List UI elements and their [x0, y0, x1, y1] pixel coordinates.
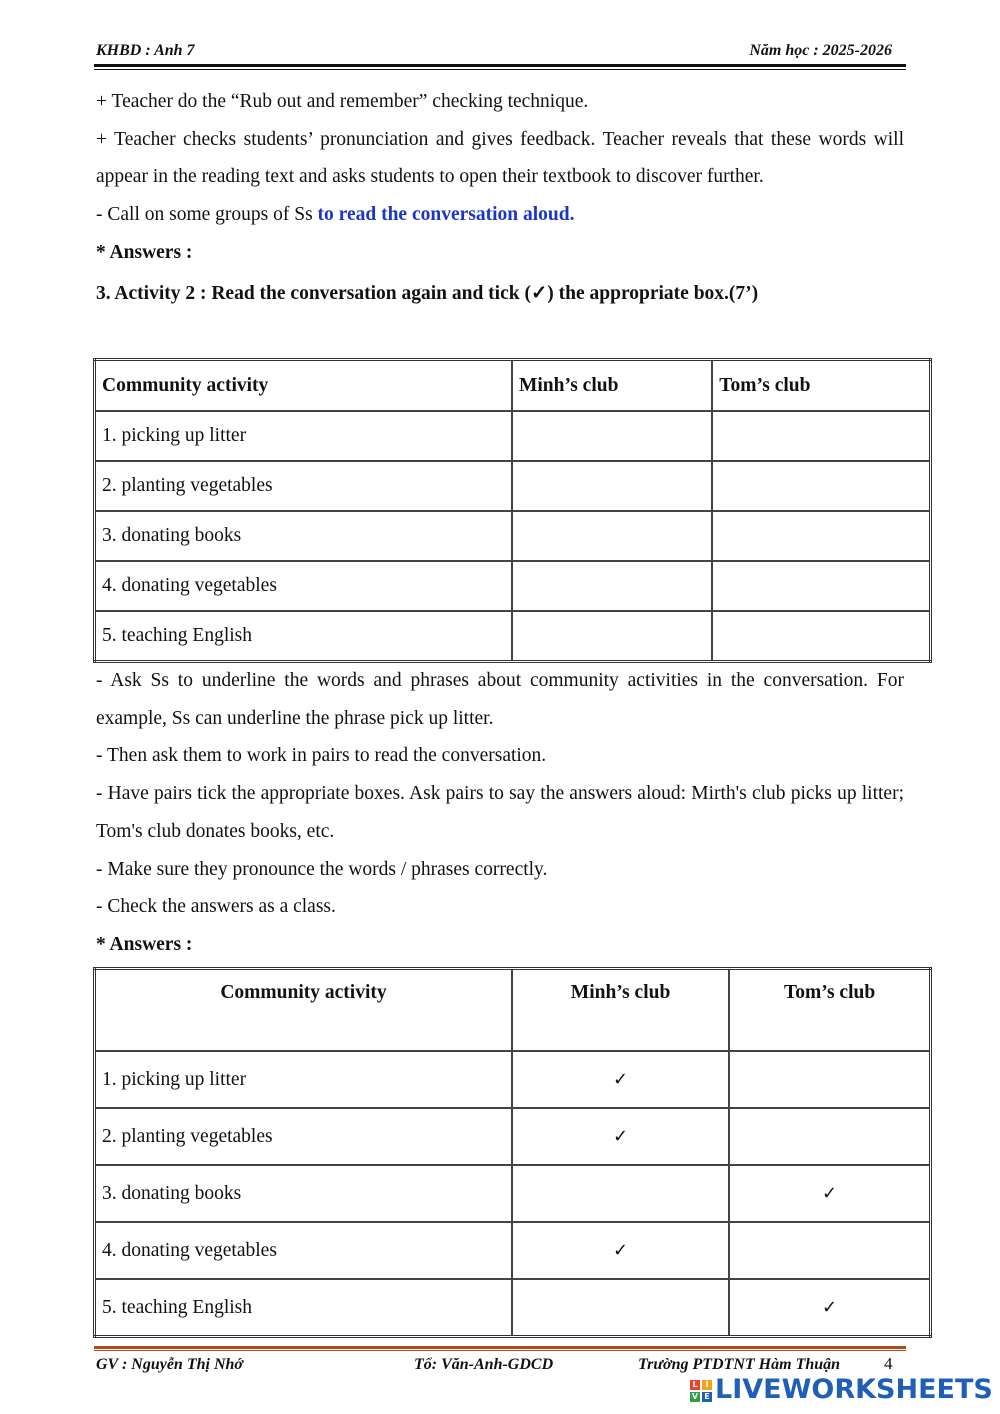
activity-cell: 4. donating vegetables: [95, 1222, 512, 1279]
paragraph-pairs-read: - Then ask them to work in pairs to read the conversation.: [96, 745, 547, 767]
tom-tick-answer: ✓: [729, 1279, 930, 1337]
minh-tick-answer: [512, 1279, 729, 1337]
minh-tick-answer: ✓: [512, 1222, 729, 1279]
minh-tick-answer: [512, 1165, 729, 1222]
footer-rule-thin: [94, 1350, 906, 1351]
header-right: Năm học : 2025-2026: [749, 42, 892, 59]
activity-cell: 5. teaching English: [95, 611, 512, 662]
table-header-row: [95, 969, 931, 1052]
activity-cell: 1. picking up litter: [95, 1051, 512, 1108]
table-header-row: [95, 360, 931, 412]
table-row: [95, 611, 931, 662]
answers-label-2: * Answers :: [96, 933, 193, 955]
tom-tick-answer: [729, 1222, 930, 1279]
footer-teacher: GV : Nguyễn Thị Nhớ: [96, 1356, 243, 1373]
tom-tick-box[interactable]: [712, 411, 930, 461]
activity-title: 3. Activity 2 : Read the conversation again and tick (✓) the appropriate box.(7’): [96, 282, 759, 304]
col-header-minh: Minh’s club: [512, 360, 712, 412]
liveworksheets-logo[interactable]: [690, 1374, 993, 1406]
liveworksheets-logo-icon: L I V E: [690, 1380, 712, 1402]
answers-label-1: * Answers :: [96, 241, 193, 263]
footer-rule: [94, 1346, 906, 1349]
tom-tick-box[interactable]: [712, 561, 930, 611]
minh-tick-box[interactable]: [512, 511, 712, 561]
tom-tick-box[interactable]: [712, 511, 930, 561]
table-row: [95, 1279, 931, 1337]
header-rule-thin: [94, 69, 906, 70]
call-groups-highlight: to read the conversation aloud.: [317, 204, 575, 226]
liveworksheets-logo-text: LIVEWORKSHEETS: [715, 1374, 993, 1405]
col-header-minh: Minh’s club: [512, 969, 729, 1052]
activity-cell: 2. planting vegetables: [95, 461, 512, 511]
minh-tick-answer: ✓: [512, 1108, 729, 1165]
minh-tick-box[interactable]: [512, 461, 712, 511]
tom-tick-answer: [729, 1051, 930, 1108]
page-header: [96, 42, 906, 64]
activity-cell: 2. planting vegetables: [95, 1108, 512, 1165]
activity-table-answers: [93, 967, 932, 1338]
paragraph-pronunciation: + Teacher checks students’ pronunciation and gives feedback. Teacher reveals that these words will appear in the reading text and asks students to open their textbook to discover further.: [96, 128, 904, 188]
table-row: [95, 1108, 931, 1165]
table-row: [95, 511, 931, 561]
table-row: [95, 411, 931, 461]
activity-table-blank: [93, 358, 932, 663]
call-groups-prefix: - Call on some groups of Ss: [96, 204, 318, 226]
tom-tick-answer: ✓: [729, 1165, 930, 1222]
table-row: [95, 1165, 931, 1222]
col-header-tom: Tom’s club: [729, 969, 930, 1052]
tom-tick-box[interactable]: [712, 611, 930, 662]
col-header-tom: Tom’s club: [712, 360, 930, 412]
activity-cell: 5. teaching English: [95, 1279, 512, 1337]
activity-cell: 3. donating books: [95, 1165, 512, 1222]
procedure-text: [96, 662, 904, 964]
intro-text: [96, 83, 904, 312]
activity-cell: 3. donating books: [95, 511, 512, 561]
activity-cell: 1. picking up litter: [95, 411, 512, 461]
table-row: [95, 1222, 931, 1279]
header-rule: [94, 64, 906, 67]
minh-tick-box[interactable]: [512, 611, 712, 662]
paragraph-underline: - Ask Ss to underline the words and phrases about community activities in the conversation. For example, Ss can underline the phrase pick up litter.: [96, 670, 904, 729]
paragraph-pronounce: - Make sure they pronounce the words / phrases correctly.: [96, 858, 548, 880]
page-number: 4: [884, 1354, 893, 1373]
col-header-activity: Community activity: [95, 969, 512, 1052]
paragraph-tick-boxes: - Have pairs tick the appropriate boxes. Ask pairs to say the answers aloud: Mirth's club picks up litter; Tom's club donates books, etc.: [96, 783, 904, 842]
paragraph-check: - Check the answers as a class.: [96, 896, 336, 918]
footer-school: Trường PTDTNT Hàm Thuận: [638, 1356, 841, 1373]
footer-group: Tổ: Văn-Anh-GDCD: [414, 1356, 554, 1373]
header-left: KHBD : Anh 7: [96, 42, 195, 59]
minh-tick-box[interactable]: [512, 561, 712, 611]
paragraph-call-groups: [96, 196, 904, 234]
col-header-activity: Community activity: [95, 360, 512, 412]
table-row: [95, 561, 931, 611]
table-row: [95, 461, 931, 511]
minh-tick-answer: ✓: [512, 1051, 729, 1108]
activity-cell: 4. donating vegetables: [95, 561, 512, 611]
minh-tick-box[interactable]: [512, 411, 712, 461]
tom-tick-box[interactable]: [712, 461, 930, 511]
paragraph-rub-out: + Teacher do the “Rub out and remember” checking technique.: [96, 91, 589, 112]
table-row: [95, 1051, 931, 1108]
tom-tick-answer: [729, 1108, 930, 1165]
